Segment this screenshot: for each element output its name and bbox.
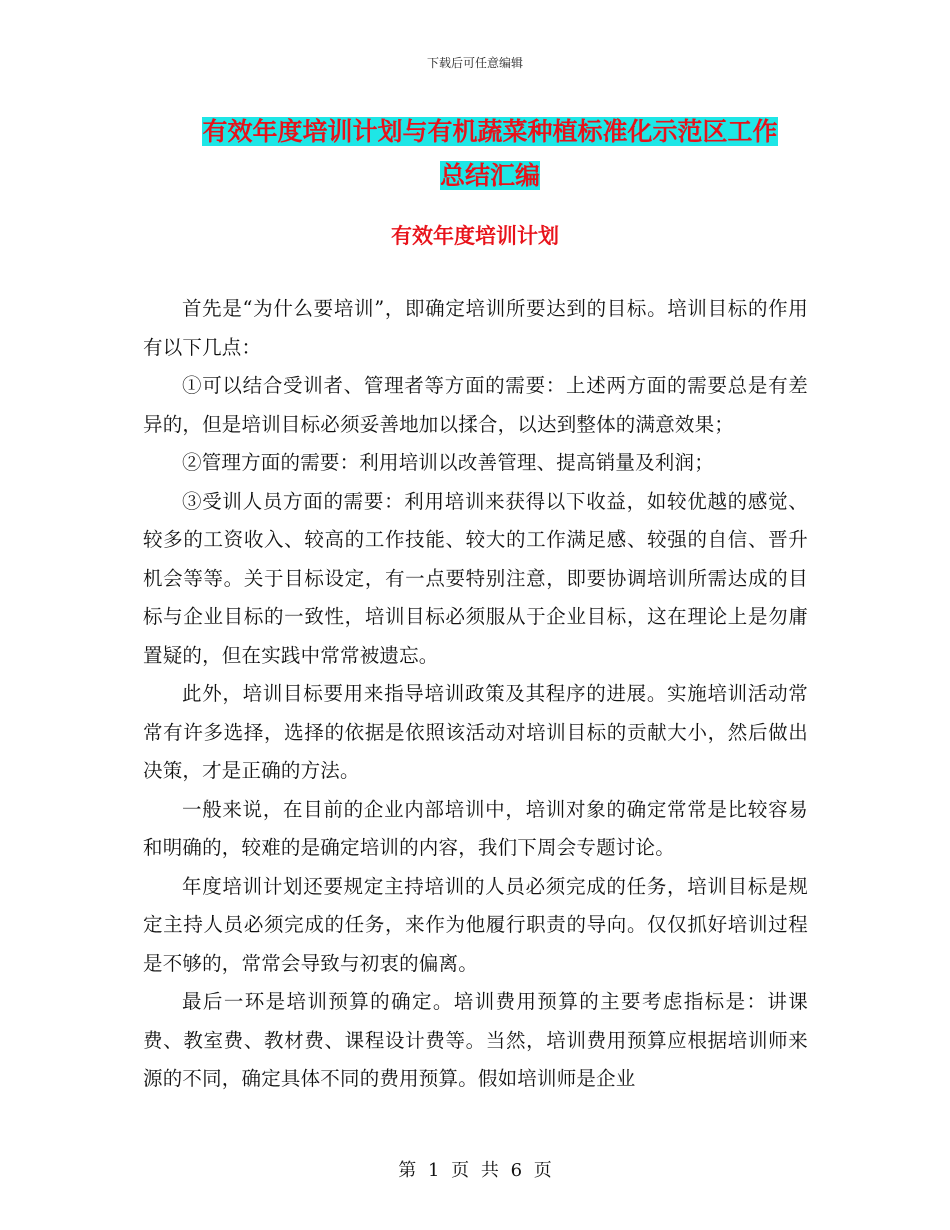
document-title xyxy=(170,110,810,198)
section-heading: 有效年度培训计划 xyxy=(391,223,559,248)
document-title-line-1: 有效年度培训计划与有机蔬菜种植标准化示范区工作 xyxy=(202,117,778,146)
page-number-footer: 第 1 页 共 6 页 xyxy=(398,1160,552,1181)
paragraph: ③受训人员方面的需要：利用培训来获得以下收益，如较优越的感觉、较多的工资收入、较高的工作技能、较大的工作满足感、较强的自信、晋升机会等等。关于目标设定，有一点要特别注意，即要协调培训所需达成的目标与企业目标的一致性，培训目标必须服从于企业目标，这在理论上是勿庸置疑的，但在实践中常常被遗忘。 xyxy=(143,489,808,667)
document-title-line-2: 总结汇编 xyxy=(439,161,540,190)
paragraph: ①可以结合受训者、管理者等方面的需要：上述两方面的需要总是有差异的，但是培训目标必须妥善地加以揉合，以达到整体的满意效果； xyxy=(143,374,808,436)
paragraph: ②管理方面的需要：利用培训以改善管理、提高销量及利润； xyxy=(182,451,714,474)
header-note: 下载后可任意编辑 xyxy=(426,56,523,70)
paragraph: 一般来说，在目前的企业内部培训中，培训对象的确定常常是比较容易和明确的，较难的是确定培训的内容，我们下周会专题讨论。 xyxy=(143,797,808,859)
document-body xyxy=(143,290,808,1099)
paragraph: 最后一环是培训预算的确定。培训费用预算的主要考虑指标是：讲课费、教室费、教材费、课程设计费等。当然，培训费用预算应根据培训师来源的不同，确定具体不同的费用预算。假如培训师是企业 xyxy=(143,990,808,1090)
paragraph: 此外，培训目标要用来指导培训政策及其程序的进展。实施培训活动常常有许多选择，选择的依据是依照该活动对培训目标的贡献大小，然后做出决策，才是正确的方法。 xyxy=(143,682,808,782)
paragraph: 首先是“为什么要培训”，即确定培训所要达到的目标。培训目标的作用有以下几点： xyxy=(143,297,808,359)
paragraph: 年度培训计划还要规定主持培训的人员必须完成的任务，培训目标是规定主持人员必须完成的任务，来作为他履行职责的导向。仅仅抓好培训过程是不够的，常常会导致与初衷的偏离。 xyxy=(143,874,808,975)
